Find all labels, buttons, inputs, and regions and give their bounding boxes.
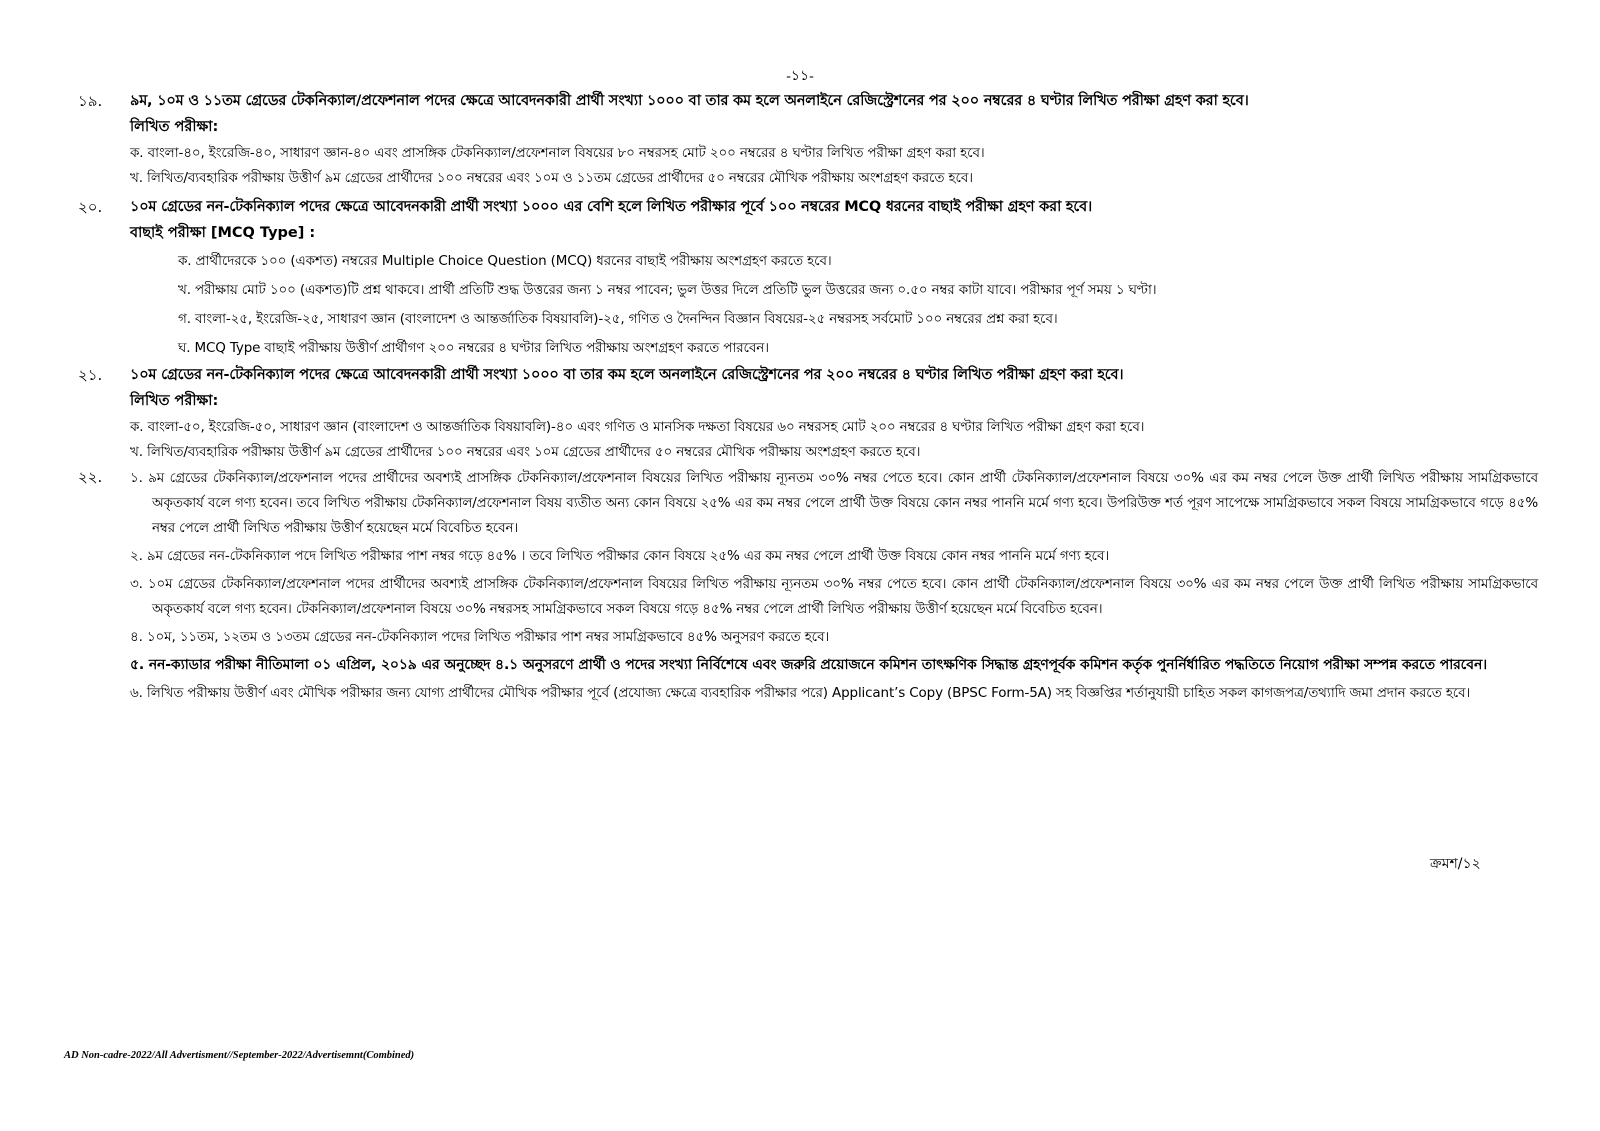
list-item: গ. বাংলা-২৫, ইংরেজি-২৫, সাধারণ জ্ঞান (বাংলাদেশ ও আন্তর্জাতিক বিষয়াবলি)-২৫, গণিত ও দৈনন্দিন বিজ্ঞান বিষয়ের-২৫ নম্বরসহ সর্বমোট ১০০ নম্বরের প্রশ্ন করা হবে।: [178, 311, 1058, 327]
list-item: ক. বাংলা-৪০, ইংরেজি-৪০, সাধারণ জ্ঞান-৪০ এবং প্রাসঙ্গিক টেকনিক্যাল/প্রফেশনাল বিষয়ের ৮০ নম্বরসহ মোট ২০০ নম্বরের ৪ ঘণ্টার লিখিত পরীক্ষা গ্রহণ করা হবে।: [130, 145, 985, 161]
section-number: ২০.: [78, 198, 103, 216]
list-item: ২. ৯ম গ্রেডের নন-টেকনিক্যাল পদে লিখিত পরীক্ষার পাশ নম্বর গড়ে ৪৫% । তবে লিখিত পরীক্ষার কোন বিষয়ে ২৫% এর কম নম্বর পেলে প্রার্থী উক্ত বিষয়ে কোন নম্বর পাননি মর্মে গণ্য হবে।: [130, 548, 1110, 564]
section-number: ১৯.: [78, 92, 103, 110]
list-item: খ. লিখিত/ব্যবহারিক পরীক্ষায় উত্তীর্ণ ৯ম গ্রেডের প্রার্থীদের ১০০ নম্বরের এবং ১০ম গ্রেডের প্রার্থীদের ৫০ নম্বরের মৌখিক পরীক্ষায় অংশগ্রহণ করতে হবে।: [130, 444, 921, 460]
list-item: ১. ৯ম গ্রেডের টেকনিক্যাল/প্রফেশনাল পদের প্রার্থীদের অবশ্যই প্রাসঙ্গিক টেকনিক্যাল/প্রফেশনাল বিষয়ের লিখিত পরীক্ষায় ন্যূনতম ৩০% নম্বর পেতে হবে। কোন প্রার্থী টেকনিক্যাল/প্রফেশনাল বিষয়ে ৩০% এর কম নম্বর পেলে উক্ত প্রার্থী লিখিত পরীক্ষায় সামগ্রিকভাবে অকৃতকার্য বলে গণ্য হবেন। তবে লিখিত পরীক্ষায় টেকনিক্যাল/প্রফেশনাল বিষয় ব্যতীত অন্য কোন বিষয়ে ২৫% এর কম নম্বর পেলে প্রার্থী উক্ত বিষয়ে কোন নম্বর পাননি মর্মে গণ্য হবে। উপরিউক্ত শর্ত পূরণ সাপেক্ষে সামগ্রিকভাবে সকল বিষয়ে সামগ্রিকভাবে গড়ে ৪৫% নম্বর পেলে প্রার্থী লিখিত পরীক্ষায় উত্তীর্ণ হয়েছেন মর্মে বিবেচিত হবেন।: [130, 470, 1538, 536]
list-item: ঘ. MCQ Type বাছাই পরীক্ষায় উত্তীর্ণ প্রার্থীগণ ২০০ নম্বরের ৪ ঘণ্টার লিখিত পরীক্ষায় অংশগ্রহণ করতে পারবেন।: [178, 340, 769, 356]
section-number: ২২.: [78, 468, 103, 486]
list-item: ৪. ১০ম, ১১তম, ১২তম ও ১৩তম গ্রেডের নন-টেকনিক্যাল পদের লিখিত পরীক্ষার পাশ নম্বর সামগ্রিকভাবে ৪৫% অনুসরণ করতে হবে।: [130, 629, 830, 645]
section-heading: ১০ম গ্রেডের নন-টেকনিক্যাল পদের ক্ষেত্রে আবেদনকারী প্রার্থী সংখ্যা ১০০০ এর বেশি হলে লিখিত পরীক্ষার পূর্বে ১০০ নম্বরের MCQ ধরনের বাছাই পরীক্ষা গ্রহণ করা হবে।: [130, 199, 1093, 215]
section-heading: ৯ম, ১০ম ও ১১তম গ্রেডের টেকনিক্যাল/প্রফেশনাল পদের ক্ষেত্রে আবেদনকারী প্রার্থী সংখ্যা ১০০০ বা তার কম হলে অনলাইনে রেজিস্ট্রেশনের পর ২০০ নম্বরের ৪ ঘণ্টার লিখিত পরীক্ষা গ্রহণ করা হবে।: [130, 93, 1249, 109]
list-item: ৬. লিখিত পরীক্ষায় উত্তীর্ণ এবং মৌখিক পরীক্ষার জন্য যোগ্য প্রার্থীদের মৌখিক পরীক্ষার পূর্বে (প্রযোজ্য ক্ষেত্রে ব্যবহারিক পরীক্ষার পরে) Applicant’s Copy (BPSC Form-5A) সহ বিজ্ঞপ্তির শর্তানুযায়ী চাহিত সকল কাগজপত্র/তথ্যাদি জমা প্রদান করতে হবে।: [130, 685, 1471, 701]
list-item: খ. পরীক্ষায় মোট ১০০ (একশত)টি প্রশ্ন থাকবে। প্রার্থী প্রতিটি শুদ্ধ উত্তরের জন্য ১ নম্বর পাবেন; ভুল উত্তর দিলে প্রতিটি ভুল উত্তরের জন্য ০.৫০ নম্বর কাটা যাবে। পরীক্ষার পূর্ণ সময় ১ ঘণ্টা।: [178, 282, 1157, 298]
section-19: [78, 90, 1538, 189]
section-number: ২১.: [78, 366, 103, 384]
page-number: -১১-: [786, 69, 814, 84]
section-21: [78, 364, 1538, 463]
list-item: খ. লিখিত/ব্যবহারিক পরীক্ষায় উত্তীর্ণ ৯ম গ্রেডের প্রার্থীদের ১০০ নম্বরের এবং ১০ম ও ১১তম গ্রেডের প্রার্থীদের ৫০ নম্বরের মৌখিক পরীক্ষায় অংশগ্রহণ করতে হবে।: [130, 170, 973, 186]
continuation-marker: ক্রমশ/১২: [1430, 856, 1481, 872]
sub-heading: লিখিত পরীক্ষা:: [130, 393, 219, 409]
list-item: ক. বাংলা-৫০, ইংরেজি-৫০, সাধারণ জ্ঞান (বাংলাদেশ ও আন্তর্জাতিক বিষয়াবলি)-৪০ এবং গণিত ও মানসিক দক্ষতা বিষয়ের ৬০ নম্বরসহ মোট ২০০ নম্বরের ৪ ঘণ্টার লিখিত পরীক্ষা গ্রহণ করা হবে।: [130, 419, 1145, 435]
section-heading: ১০ম গ্রেডের নন-টেকনিক্যাল পদের ক্ষেত্রে আবেদনকারী প্রার্থী সংখ্যা ১০০০ বা তার কম হলে অনলাইনে রেজিস্ট্রেশনের পর ২০০ নম্বরের ৪ ঘণ্টার লিখিত পরীক্ষা গ্রহণ করা হবে।: [130, 367, 1124, 383]
list-item: ক. প্রার্থীদেরকে ১০০ (একশত) নম্বরের Multiple Choice Question (MCQ) ধরনের বাছাই পরীক্ষায় অংশগ্রহণ করতে হবে।: [178, 253, 832, 269]
document-body: [78, 90, 1538, 709]
sub-heading: লিখিত পরীক্ষা:: [130, 119, 219, 135]
list-item: ৫. নন-ক্যাডার পরীক্ষা নীতিমালা ০১ এপ্রিল, ২০১৯ এর অনুচ্ছেদ ৪.১ অনুসরণে প্রার্থী ও পদের সংখ্যা নির্বিশেষে এবং জরুরি প্রয়োজনে কমিশন তাৎক্ষণিক সিদ্ধান্ত গ্রহণপূর্বক কমিশন কর্তৃক পুনর্নির্ধারিত পদ্ধতিতে নিয়োগ পরীক্ষা সম্পন্ন করতে পারবেন।: [130, 657, 1488, 673]
section-20: [78, 196, 1538, 361]
section-22: [78, 466, 1538, 706]
list-item: ৩. ১০ম গ্রেডের টেকনিক্যাল/প্রফেশনাল পদের প্রার্থীদের অবশ্যই প্রাসঙ্গিক টেকনিক্যাল/প্রফেশনাল বিষয়ের লিখিত পরীক্ষায় ন্যূনতম ৩০% নম্বর পেতে হবে। কোন প্রার্থী টেকনিক্যাল/প্রফেশনাল বিষয়ে ৩০% এর কম নম্বর পেলে উক্ত প্রার্থী লিখিত পরীক্ষায় সামগ্রিকভাবে অকৃতকার্য বলে গণ্য হবেন। টেকনিক্যাল/প্রফেশনাল বিষয়ে ৩০% নম্বরসহ সামগ্রিকভাবে সকল বিষয়ে গড়ে ৪৫% নম্বর পেলে প্রার্থী লিখিত পরীক্ষায় উত্তীর্ণ হয়েছেন মর্মে বিবেচিত হবেন।: [130, 576, 1538, 617]
sub-heading: বাছাই পরীক্ষা [MCQ Type] :: [130, 225, 316, 241]
footer-reference: AD Non-cadre-2022/All Advertisment//September-2022/Advertisemnt(Combined): [64, 1050, 415, 1061]
